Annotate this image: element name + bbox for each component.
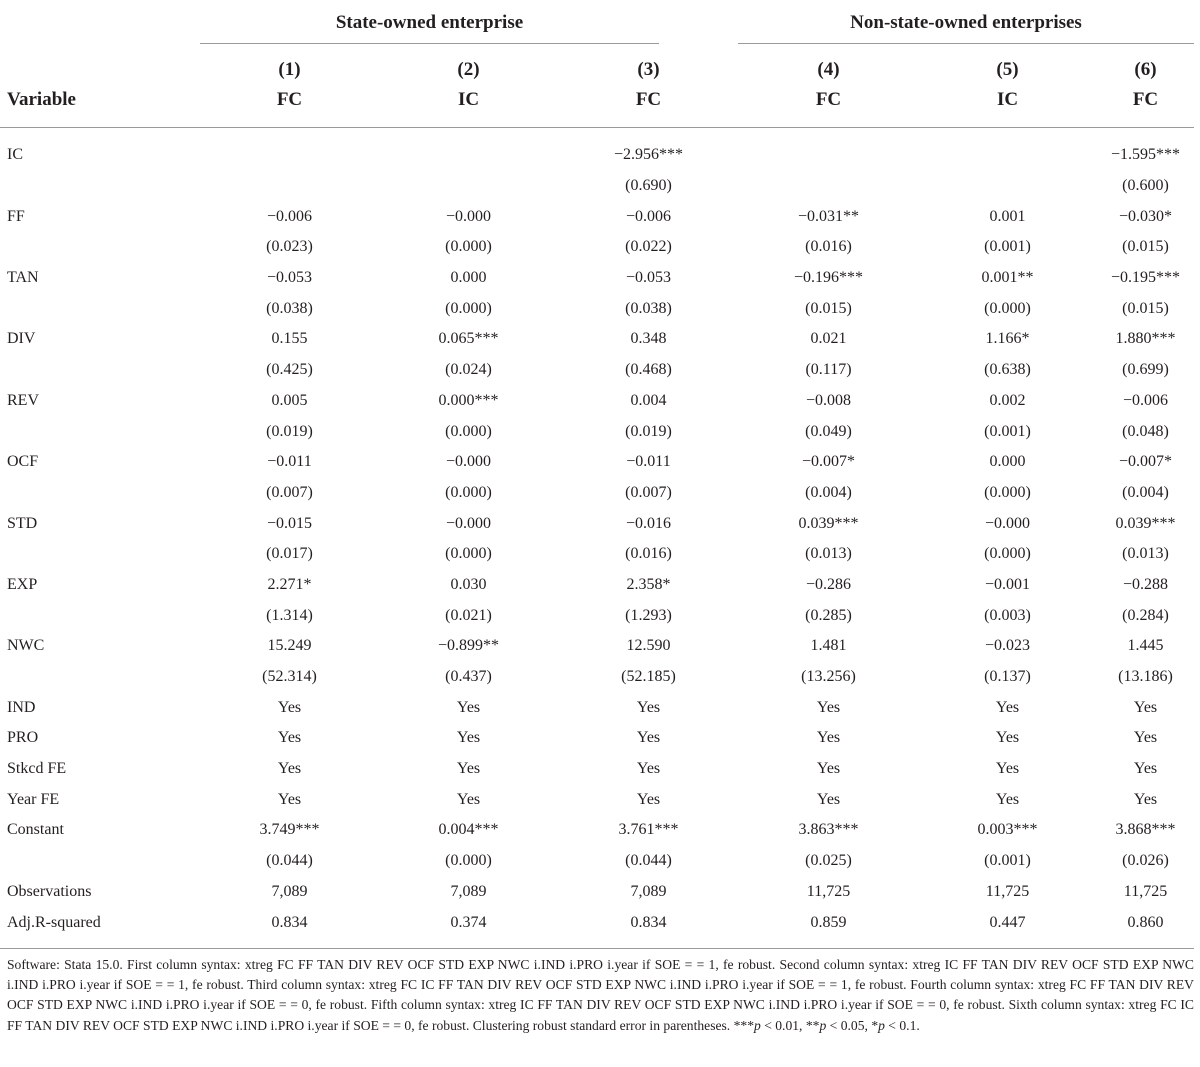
table-row: [0, 478, 1194, 509]
column-number: (6): [1134, 59, 1157, 80]
row-variable-name: OCF: [7, 453, 39, 471]
column-dependent-variable: IC: [918, 85, 1097, 128]
table-cell: 0.155: [271, 330, 308, 348]
table-cell: (0.048): [1122, 422, 1169, 440]
table-cell: −0.288: [1122, 575, 1169, 593]
table-cell: 11,725: [985, 882, 1030, 900]
table-cell: (0.049): [805, 422, 852, 440]
table-cell: 7,089: [630, 882, 667, 900]
table-cell: −0.031**: [797, 207, 860, 225]
table-cell: (0.000): [984, 299, 1031, 317]
table-cell: −0.000: [445, 207, 492, 225]
table-cell: (0.022): [625, 238, 672, 256]
table-cell: −0.196***: [793, 269, 864, 287]
table-cell: 3.863***: [798, 821, 859, 839]
table-cell: −0.011: [267, 453, 312, 471]
table-cell: (0.017): [266, 545, 313, 563]
row-variable-name: [0, 478, 200, 509]
column-dependent-variable: FC: [558, 85, 739, 128]
table-row: [0, 263, 1194, 294]
table-cell: −0.053: [266, 269, 313, 287]
table-cell: (1.314): [266, 606, 313, 624]
table-row: [0, 631, 1194, 662]
table-cell: −0.015: [266, 514, 313, 532]
table-cell: (0.000): [445, 545, 492, 563]
table-cell: (13.256): [801, 668, 856, 686]
table-cell: −0.016: [625, 514, 672, 532]
row-variable-name: IND: [7, 698, 36, 716]
table-row: [0, 907, 1194, 948]
row-variable-name: [0, 600, 200, 631]
group-rule-state-owned: [200, 43, 659, 44]
column-dependent-variable: FC: [739, 85, 918, 128]
table-cell: (0.023): [266, 238, 313, 256]
table-row: [0, 570, 1194, 601]
table-cell: (0.137): [984, 668, 1031, 686]
table-row: [0, 539, 1194, 570]
header-row-dependent: [0, 85, 1194, 128]
table-row: [0, 723, 1194, 754]
table-cell: Yes: [456, 790, 481, 808]
table-cell: 15.249: [267, 637, 312, 655]
variable-column-header: Variable: [0, 85, 200, 128]
table-cell: (0.000): [984, 483, 1031, 501]
table-cell: (0.284): [1122, 606, 1169, 624]
table-row: [0, 754, 1194, 785]
table-cell: (0.015): [1122, 238, 1169, 256]
table-cell: (0.015): [805, 299, 852, 317]
table-cell: [739, 128, 918, 171]
table-cell: (0.044): [266, 852, 313, 870]
row-variable-name: PRO: [7, 729, 39, 747]
table-cell: (1.293): [625, 606, 672, 624]
table-cell: −2.956***: [613, 146, 684, 164]
table-cell: −0.899**: [437, 637, 500, 655]
table-cell: [379, 171, 558, 202]
table-cell: −0.000: [445, 453, 492, 471]
table-cell: (0.000): [984, 545, 1031, 563]
table-cell: 12.590: [626, 637, 671, 655]
table-cell: 0.000: [450, 269, 487, 287]
table-cell: 1.445: [1127, 637, 1164, 655]
table-cell: Yes: [816, 698, 841, 716]
row-variable-name: STD: [7, 514, 38, 532]
table-row: [0, 355, 1194, 386]
group-header-non-state-owned: [738, 0, 1194, 44]
footnote-p-symbol: p: [819, 1017, 827, 1033]
table-cell: (0.000): [445, 852, 492, 870]
table-cell: (0.638): [984, 361, 1031, 379]
table-cell: (0.425): [266, 361, 313, 379]
table-cell: Yes: [277, 790, 302, 808]
table-cell: Yes: [995, 729, 1020, 747]
table-cell: −0.030*: [1118, 207, 1173, 225]
table-cell: −0.195***: [1110, 269, 1181, 287]
table-cell: 0.001**: [981, 269, 1034, 287]
footnote-sig-3-text: < 0.1.: [884, 1017, 920, 1033]
table-cell: Yes: [1133, 729, 1158, 747]
table-cell: (0.600): [1122, 177, 1169, 195]
table-cell: 0.002: [989, 391, 1026, 409]
footnote-sig-1-stars: ***: [730, 1017, 754, 1033]
table-cell: Yes: [1133, 760, 1158, 778]
table-cell: Yes: [816, 729, 841, 747]
regression-table: [0, 55, 1194, 949]
table-row: [0, 293, 1194, 324]
table-cell: 0.860: [1097, 907, 1194, 948]
table-row: [0, 600, 1194, 631]
table-row: [0, 692, 1194, 723]
table-cell: 0.834: [558, 907, 739, 948]
table-cell: 3.868***: [1115, 821, 1176, 839]
column-number: (4): [817, 59, 840, 80]
table-cell: (0.468): [625, 361, 672, 379]
table-row: [0, 662, 1194, 693]
table-row: [0, 232, 1194, 263]
table-cell: 11,725: [1123, 882, 1168, 900]
table-cell: (0.117): [805, 361, 852, 379]
table-cell: [918, 171, 1097, 202]
footnote-sig-2-stars: **: [805, 1017, 820, 1033]
table-cell: (0.000): [445, 238, 492, 256]
table-cell: 3.761***: [618, 821, 679, 839]
table-cell: (0.016): [805, 238, 852, 256]
table-cell: (0.004): [805, 483, 852, 501]
table-row: [0, 386, 1194, 417]
table-row: [0, 846, 1194, 877]
table-cell: 2.358*: [626, 575, 671, 593]
table-cell: Yes: [277, 760, 302, 778]
table-cell: (0.015): [1122, 299, 1169, 317]
table-cell: Yes: [456, 698, 481, 716]
group-header-state-owned: [200, 0, 659, 44]
row-variable-name: Stkcd FE: [7, 760, 67, 778]
table-cell: 2.271*: [267, 575, 312, 593]
table-cell: −0.006: [625, 207, 672, 225]
table-cell: (0.003): [984, 606, 1031, 624]
table-cell: Yes: [636, 760, 661, 778]
table-cell: Yes: [995, 790, 1020, 808]
table-cell: [200, 171, 379, 202]
row-variable-name: IC: [7, 146, 23, 164]
table-cell: −0.006: [1122, 391, 1169, 409]
table-cell: −0.000: [984, 514, 1031, 532]
table-cell: −0.000: [445, 514, 492, 532]
row-variable-name: EXP: [7, 575, 38, 593]
table-cell: [918, 128, 1097, 171]
table-cell: −0.286: [805, 575, 852, 593]
table-cell: [739, 171, 918, 202]
table-cell: (0.038): [266, 299, 313, 317]
table-cell: Yes: [636, 698, 661, 716]
footnote-sig-1-text: < 0.01,: [760, 1017, 806, 1033]
table-cell: 0.000***: [438, 391, 499, 409]
table-cell: (13.186): [1118, 668, 1173, 686]
table-cell: Yes: [277, 729, 302, 747]
column-dependent-variable: FC: [1097, 85, 1194, 128]
row-variable-name: [0, 355, 200, 386]
row-variable-name: [0, 846, 200, 877]
table-cell: Yes: [816, 760, 841, 778]
table-cell: −0.006: [266, 207, 313, 225]
table-cell: (0.285): [805, 606, 852, 624]
table-row: [0, 171, 1194, 202]
table-cell: (0.025): [805, 852, 852, 870]
footnote-sig-3-stars: *: [871, 1017, 879, 1033]
row-variable-name: [0, 662, 200, 693]
table-cell: 0.834: [200, 907, 379, 948]
table-cell: 0.005: [271, 391, 308, 409]
table-cell: (0.013): [1122, 545, 1169, 563]
table-cell: (0.004): [1122, 483, 1169, 501]
table-cell: −0.001: [984, 575, 1031, 593]
table-row: [0, 201, 1194, 232]
column-number: (1): [278, 59, 301, 80]
row-variable-name: Year FE: [7, 790, 60, 808]
footnote-syntax: First column syntax: xtreg FC FF TAN DIV REV OCF STD EXP NWC i.IND i.PRO i.year if SOE = = 1, fe robust. Second column syntax: xtreg IC FF TAN DIV REV OCF STD EXP NWC i.IND i.PRO i.year if SOE = = 1, fe robust. Third column syntax: xtreg FC IC FF TAN DIV REV OCF STD EXP NWC i.IND i.PRO i.year if SOE = = 1, fe robust. Fourth column syntax: xtreg FC FF TAN DIV REV OCF STD EXP NWC i.IND i.PRO i.year if SOE = = 0, fe robust. Fifth column syntax: xtreg IC FF TAN DIV REV OCF STD EXP NWC i.IND i.PRO i.year if SOE = = 0, fe robust. Sixth column syntax: xtreg FC IC FF TAN DIV REV OCF STD EXP NWC i.IND i.PRO i.year if SOE = = 0, fe robust. Clustering robust standard error in parentheses.: [7, 957, 1194, 1033]
table-cell: (0.001): [984, 238, 1031, 256]
footnote-p-symbol: p: [754, 1017, 761, 1033]
table-cell: Yes: [636, 729, 661, 747]
table-cell: (0.007): [266, 483, 313, 501]
table-cell: 0.001: [989, 207, 1026, 225]
table-row: [0, 877, 1194, 908]
table-cell: −1.595***: [1110, 146, 1181, 164]
table-row: [0, 128, 1194, 171]
table-cell: (0.019): [625, 422, 672, 440]
table-cell: 0.447: [918, 907, 1097, 948]
table-cell: (0.038): [625, 299, 672, 317]
row-variable-name: Adj.R-squared: [0, 907, 200, 948]
table-cell: [379, 128, 558, 171]
table-cell: Yes: [456, 729, 481, 747]
table-cell: Yes: [277, 698, 302, 716]
table-cell: Yes: [1133, 790, 1158, 808]
footnote-sig-2-text: < 0.05,: [826, 1017, 872, 1033]
row-variable-name: FF: [7, 207, 25, 225]
row-variable-name: [0, 232, 200, 263]
table-cell: 7,089: [450, 882, 487, 900]
table-cell: (0.699): [1122, 361, 1169, 379]
table-row: [0, 416, 1194, 447]
table-cell: (0.019): [266, 422, 313, 440]
table-cell: (0.021): [445, 606, 492, 624]
table-cell: (0.001): [984, 852, 1031, 870]
table-cell: [200, 128, 379, 171]
table-cell: (0.690): [625, 177, 672, 195]
table-cell: 3.749***: [259, 821, 320, 839]
table-cell: −0.023: [984, 637, 1031, 655]
table-cell: −0.007*: [1118, 453, 1173, 471]
table-cell: (0.016): [625, 545, 672, 563]
table-cell: −0.007*: [801, 453, 856, 471]
table-cell: 0.065***: [438, 330, 499, 348]
table-cell: (0.026): [1122, 852, 1169, 870]
table-cell: (52.314): [262, 668, 317, 686]
table-row: [0, 784, 1194, 815]
table-cell: 11,725: [806, 882, 851, 900]
row-variable-name: [0, 539, 200, 570]
table-cell: 0.021: [810, 330, 847, 348]
column-dependent-variable: IC: [379, 85, 558, 128]
table-cell: (0.000): [445, 299, 492, 317]
table-cell: 0.374: [379, 907, 558, 948]
table-cell: 0.004: [630, 391, 667, 409]
table-row: [0, 815, 1194, 846]
footnote-p-symbol: p: [878, 1017, 885, 1033]
header-row-numbers: [0, 55, 1194, 85]
table-cell: (0.000): [445, 422, 492, 440]
table-cell: Yes: [995, 698, 1020, 716]
row-variable-name: DIV: [7, 330, 36, 348]
column-number: (2): [457, 59, 480, 80]
row-variable-name: NWC: [7, 637, 45, 655]
table-cell: 0.859: [739, 907, 918, 948]
footnote-software: Software: Stata 15.0.: [7, 957, 123, 972]
table-cell: 0.003***: [977, 821, 1038, 839]
row-variable-name: [0, 293, 200, 324]
table-cell: 7,089: [271, 882, 308, 900]
table-footnote: [7, 955, 1194, 1036]
table-cell: 0.004***: [438, 821, 499, 839]
table-cell: −0.053: [625, 269, 672, 287]
group-title-state-owned: State-owned enterprise: [335, 12, 524, 33]
table-row: [0, 508, 1194, 539]
table-cell: 0.039***: [1115, 514, 1176, 532]
table-cell: (0.044): [625, 852, 672, 870]
table-row: [0, 324, 1194, 355]
table-cell: −0.008: [805, 391, 852, 409]
table-cell: Yes: [816, 790, 841, 808]
table-cell: Yes: [1133, 698, 1158, 716]
table-cell: 1.481: [810, 637, 847, 655]
table-cell: (0.437): [445, 668, 492, 686]
table-cell: 1.166*: [985, 330, 1030, 348]
table-cell: 0.039***: [798, 514, 859, 532]
table-cell: 1.880***: [1115, 330, 1176, 348]
column-number: (5): [996, 59, 1019, 80]
table-cell: (0.013): [805, 545, 852, 563]
table-cell: (0.007): [625, 483, 672, 501]
column-number: (3): [637, 59, 660, 80]
row-variable-name: REV: [7, 391, 39, 409]
table-cell: 0.348: [630, 330, 667, 348]
table-cell: (52.185): [621, 668, 676, 686]
table-cell: (0.001): [984, 422, 1031, 440]
table-cell: (0.024): [445, 361, 492, 379]
table-cell: Yes: [456, 760, 481, 778]
table-row: [0, 447, 1194, 478]
table-cell: (0.000): [445, 483, 492, 501]
table-cell: 0.030: [450, 575, 487, 593]
group-title-non-state-owned: Non-state-owned enterprises: [850, 12, 1082, 33]
column-dependent-variable: FC: [200, 85, 379, 128]
table-cell: Yes: [636, 790, 661, 808]
row-variable-name: [0, 171, 200, 202]
row-variable-name: Constant: [7, 821, 64, 839]
group-rule-non-state-owned: [738, 43, 1194, 44]
row-variable-name: [0, 416, 200, 447]
table-cell: −0.011: [626, 453, 671, 471]
table-cell: 0.000: [989, 453, 1026, 471]
row-variable-name: Observations: [7, 882, 92, 900]
row-variable-name: TAN: [7, 269, 39, 287]
table-cell: Yes: [995, 760, 1020, 778]
